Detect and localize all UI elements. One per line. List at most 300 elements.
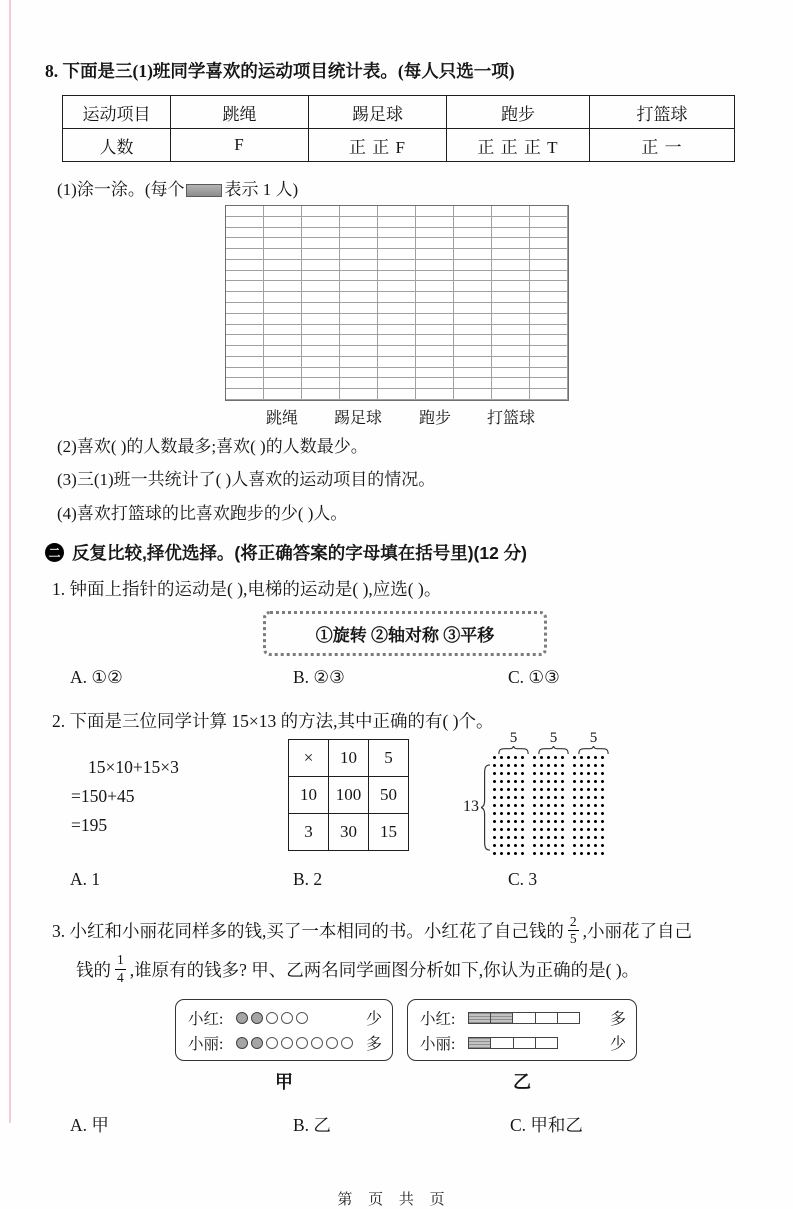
q8-sub4: (4)喜欢打篮球的比喜欢跑步的少( )人。: [57, 503, 348, 523]
dot-icon: [500, 844, 503, 847]
grid-cell[interactable]: [226, 228, 264, 239]
dot-icon: [587, 804, 590, 807]
tally-lanqiu: 正 一: [590, 129, 735, 162]
grid-cell[interactable]: [302, 228, 340, 239]
grid-cell[interactable]: [302, 303, 340, 314]
empty-circle-icon: [296, 1037, 308, 1049]
dot-icon: [580, 836, 583, 839]
dot-icon: [540, 756, 543, 759]
grid-cell[interactable]: [416, 325, 454, 336]
grid-cell[interactable]: [264, 389, 302, 400]
grid-cell[interactable]: [302, 314, 340, 325]
grid-cell[interactable]: [340, 378, 378, 389]
grid-cell[interactable]: [416, 238, 454, 249]
grid-cell[interactable]: [378, 389, 416, 400]
grid-cell[interactable]: [530, 325, 568, 336]
grid-cell[interactable]: [264, 335, 302, 346]
grid-cell[interactable]: [340, 292, 378, 303]
grid-cell[interactable]: [492, 249, 530, 260]
jia-circles-0: [236, 1012, 311, 1024]
dot-icon: [521, 820, 524, 823]
grid-cell[interactable]: [378, 271, 416, 282]
dot-icon: [587, 764, 590, 767]
q3-text-line1: [52, 914, 743, 947]
dot-icon: [540, 852, 543, 855]
dot-icon: [601, 796, 604, 799]
grid-cell[interactable]: [454, 357, 492, 368]
grid-cell[interactable]: [302, 378, 340, 389]
grid-cell[interactable]: [416, 368, 454, 379]
grid-cell[interactable]: [492, 260, 530, 271]
grid-cell[interactable]: [492, 368, 530, 379]
grid-cell[interactable]: [454, 271, 492, 282]
yi-bar-1: [468, 1037, 558, 1049]
dot-icon: [540, 788, 543, 791]
grid-cell[interactable]: [530, 378, 568, 389]
grid-cell[interactable]: [454, 389, 492, 400]
grid-cell[interactable]: [454, 260, 492, 271]
dot-icon: [594, 820, 597, 823]
q1-option-b[interactable]: B. ②③: [293, 667, 345, 688]
dot-icon: [601, 820, 604, 823]
grid-cell[interactable]: [264, 368, 302, 379]
q3-option-a[interactable]: A. 甲: [70, 1114, 109, 1135]
dot-icon: [587, 756, 590, 759]
empty-circle-icon: [281, 1037, 293, 1049]
dot-icon: [533, 812, 536, 815]
grid-cell[interactable]: [530, 249, 568, 260]
grid-cell[interactable]: [226, 325, 264, 336]
dot-icon: [493, 844, 496, 847]
grid-cell[interactable]: [416, 249, 454, 260]
dot-icon: [533, 780, 536, 783]
dot-icon: [521, 812, 524, 815]
grid-cell[interactable]: [226, 389, 264, 400]
grid-cell[interactable]: [530, 292, 568, 303]
dot-icon: [540, 780, 543, 783]
grid-cell[interactable]: [340, 249, 378, 260]
grid-cell[interactable]: [454, 368, 492, 379]
grid-cell[interactable]: [416, 346, 454, 357]
grid-cell[interactable]: [492, 389, 530, 400]
grid-cell[interactable]: [226, 238, 264, 249]
dot-icon: [500, 852, 503, 855]
dot-icon: [533, 804, 536, 807]
diagram-jia-box: [175, 999, 393, 1061]
grid-cell[interactable]: [226, 357, 264, 368]
group-label-2: 5: [549, 730, 558, 747]
dot-icon: [514, 844, 517, 847]
grid-cell[interactable]: [340, 346, 378, 357]
m2-cell: 50: [369, 777, 409, 814]
tally-tiaosheng: F: [171, 129, 309, 162]
grid-cell[interactable]: [416, 378, 454, 389]
grid-cell[interactable]: [378, 228, 416, 239]
dot-icon: [500, 764, 503, 767]
dot-icon: [573, 828, 576, 831]
shaded-bar-segment: [469, 1013, 491, 1023]
grid-cell[interactable]: [416, 217, 454, 228]
q8-title: 8. 下面是三(1)班同学喜欢的运动项目统计表。(每人只选一项): [45, 61, 515, 81]
bar-segment: [536, 1013, 558, 1023]
grid-cell[interactable]: [416, 271, 454, 282]
grid-cell[interactable]: [340, 260, 378, 271]
yi-name-1: 小丽:: [420, 1035, 456, 1053]
method1-line2: =150+45: [71, 786, 135, 807]
grid-cell[interactable]: [378, 206, 416, 217]
grid-cell[interactable]: [454, 292, 492, 303]
grid-cell[interactable]: [264, 303, 302, 314]
grid-cell[interactable]: [264, 238, 302, 249]
grid-cell[interactable]: [226, 217, 264, 228]
bar-segment: [514, 1038, 536, 1048]
dot-icon: [594, 780, 597, 783]
jia-tag-0: 少: [365, 1011, 382, 1029]
grid-cell[interactable]: [226, 303, 264, 314]
dot-icon: [514, 852, 517, 855]
pictograph-grid[interactable]: [225, 205, 569, 401]
grid-cell[interactable]: [264, 281, 302, 292]
grid-cell[interactable]: [416, 206, 454, 217]
stat-header-zuqiu: 踢足球: [309, 96, 447, 129]
grid-cell[interactable]: [340, 206, 378, 217]
grid-cell[interactable]: [226, 271, 264, 282]
dot-icon: [507, 788, 510, 791]
dot-icon: [573, 772, 576, 775]
grid-cell[interactable]: [416, 228, 454, 239]
grid-cell[interactable]: [302, 346, 340, 357]
page-edge-line: [9, 0, 11, 1123]
grid-cell[interactable]: [302, 335, 340, 346]
dot-icon: [561, 780, 564, 783]
grid-cell[interactable]: [492, 217, 530, 228]
jia-name-1: 小丽:: [188, 1035, 224, 1053]
grid-cell[interactable]: [378, 335, 416, 346]
dot-icon: [547, 852, 550, 855]
grid-cell[interactable]: [378, 217, 416, 228]
grid-cell[interactable]: [492, 325, 530, 336]
dot-icon: [594, 796, 597, 799]
grid-cell[interactable]: [302, 292, 340, 303]
grid-cell[interactable]: [378, 378, 416, 389]
grid-cell[interactable]: [530, 335, 568, 346]
dot-icon: [514, 836, 517, 839]
grid-cell[interactable]: [416, 335, 454, 346]
dot-icon: [554, 780, 557, 783]
q1-option-c[interactable]: C. ①③: [508, 667, 560, 688]
grid-cell[interactable]: [492, 281, 530, 292]
grid-cell[interactable]: [530, 281, 568, 292]
dot-icon: [533, 844, 536, 847]
grid-cell[interactable]: [378, 260, 416, 271]
grid-cell[interactable]: [492, 346, 530, 357]
dot-icon: [547, 780, 550, 783]
dot-icon: [533, 836, 536, 839]
dot-icon: [580, 772, 583, 775]
grid-cell[interactable]: [264, 206, 302, 217]
method1-line3: =195: [71, 815, 108, 836]
grid-cell[interactable]: [454, 325, 492, 336]
grid-cell[interactable]: [454, 228, 492, 239]
grid-cell[interactable]: [492, 292, 530, 303]
dot-icon: [587, 828, 590, 831]
dot-icon: [587, 812, 590, 815]
dot-icon: [507, 836, 510, 839]
dot-icon: [533, 788, 536, 791]
grid-cell[interactable]: [302, 281, 340, 292]
grid-cell[interactable]: [340, 228, 378, 239]
dot-icon: [554, 812, 557, 815]
grid-cell[interactable]: [530, 368, 568, 379]
grid-cell[interactable]: [226, 249, 264, 260]
grid-cell[interactable]: [416, 314, 454, 325]
dot-icon: [533, 852, 536, 855]
grid-cell[interactable]: [302, 368, 340, 379]
grid-cell[interactable]: [454, 303, 492, 314]
dot-icon: [533, 828, 536, 831]
grid-cell[interactable]: [454, 238, 492, 249]
dot-icon: [547, 804, 550, 807]
grid-cell[interactable]: [378, 249, 416, 260]
q3-option-b[interactable]: B. 乙: [293, 1114, 331, 1135]
empty-circle-icon: [341, 1037, 353, 1049]
dot-icon: [573, 844, 576, 847]
dot-icon: [507, 812, 510, 815]
grid-cell[interactable]: [416, 303, 454, 314]
grid-cell[interactable]: [416, 260, 454, 271]
grid-cell[interactable]: [226, 260, 264, 271]
dot-icon: [561, 820, 564, 823]
grid-cell[interactable]: [416, 389, 454, 400]
dot-icon: [540, 796, 543, 799]
dot-icon: [493, 756, 496, 759]
brace-top-icon: [578, 746, 609, 754]
grid-cell[interactable]: [416, 292, 454, 303]
grid-cell[interactable]: [340, 271, 378, 282]
grid-cell[interactable]: [378, 357, 416, 368]
grid-cell[interactable]: [492, 206, 530, 217]
dot-icon: [561, 772, 564, 775]
grid-cell[interactable]: [492, 335, 530, 346]
grid-cell[interactable]: [264, 292, 302, 303]
grid-cell[interactable]: [226, 281, 264, 292]
dot-icon: [554, 772, 557, 775]
grid-cell[interactable]: [378, 346, 416, 357]
dot-icon: [514, 772, 517, 775]
stat-table-tally-row: [63, 129, 735, 162]
dot-icon: [493, 772, 496, 775]
dot-icon: [521, 796, 524, 799]
q2-option-a[interactable]: A. 1: [70, 869, 101, 890]
grid-cell[interactable]: [264, 249, 302, 260]
grid-cell[interactable]: [226, 206, 264, 217]
dot-icon: [547, 812, 550, 815]
grid-cell[interactable]: [454, 378, 492, 389]
grid-cell[interactable]: [302, 389, 340, 400]
grid-cell[interactable]: [530, 346, 568, 357]
grid-cell[interactable]: [340, 335, 378, 346]
grid-cell[interactable]: [226, 292, 264, 303]
group-label-3: 5: [589, 730, 598, 747]
dot-icon: [601, 852, 604, 855]
yi-name-0: 小红:: [420, 1010, 456, 1028]
dot-icon: [580, 764, 583, 767]
grid-cell[interactable]: [302, 260, 340, 271]
bar-segment: [491, 1038, 513, 1048]
grid-cell[interactable]: [264, 378, 302, 389]
dot-icon: [601, 836, 604, 839]
dot-icon: [514, 764, 517, 767]
grid-cell[interactable]: [302, 357, 340, 368]
filled-circle-icon: [236, 1012, 248, 1024]
grid-cell[interactable]: [226, 346, 264, 357]
yi-bar-0: [468, 1012, 580, 1024]
dot-icon: [573, 836, 576, 839]
grid-cell[interactable]: [264, 271, 302, 282]
dot-icon: [493, 820, 496, 823]
page-footer: 第 页 共 页: [337, 1191, 451, 1208]
dot-icon: [587, 820, 590, 823]
grid-cell[interactable]: [340, 325, 378, 336]
grid-cell[interactable]: [454, 206, 492, 217]
grid-cell[interactable]: [264, 228, 302, 239]
grid-cell[interactable]: [416, 281, 454, 292]
grid-cell[interactable]: [492, 271, 530, 282]
dot-icon: [561, 844, 564, 847]
dot-icon: [547, 844, 550, 847]
dot-icon: [540, 820, 543, 823]
grid-cell[interactable]: [454, 346, 492, 357]
grid-cell[interactable]: [530, 357, 568, 368]
shaded-bar-segment: [469, 1038, 491, 1048]
dot-icon: [533, 764, 536, 767]
dot-icon: [500, 828, 503, 831]
axis-label-zuqiu: 踢足球: [333, 410, 383, 427]
grid-cell[interactable]: [492, 357, 530, 368]
grid-cell[interactable]: [530, 389, 568, 400]
grid-cell[interactable]: [340, 238, 378, 249]
grid-cell[interactable]: [302, 238, 340, 249]
grid-cell[interactable]: [302, 217, 340, 228]
dot-icon: [594, 764, 597, 767]
grid-cell[interactable]: [378, 314, 416, 325]
stat-header-tiaosheng: 跳绳: [171, 96, 309, 129]
grid-cell[interactable]: [454, 314, 492, 325]
grid-cell[interactable]: [492, 314, 530, 325]
dot-icon: [547, 756, 550, 759]
grid-cell[interactable]: [530, 303, 568, 314]
grid-cell[interactable]: [378, 281, 416, 292]
grid-cell[interactable]: [530, 314, 568, 325]
q2-option-c[interactable]: C. 3: [508, 869, 538, 890]
grid-cell[interactable]: [302, 325, 340, 336]
dot-icon: [601, 780, 604, 783]
dot-icon: [533, 796, 536, 799]
grid-cell[interactable]: [226, 368, 264, 379]
grid-cell[interactable]: [340, 303, 378, 314]
q2-option-b[interactable]: B. 2: [293, 869, 323, 890]
grid-cell[interactable]: [530, 228, 568, 239]
grid-cell[interactable]: [378, 238, 416, 249]
grid-cell[interactable]: [378, 292, 416, 303]
q1-option-a[interactable]: A. ①②: [70, 667, 123, 688]
dot-icon: [507, 780, 510, 783]
grid-cell[interactable]: [530, 206, 568, 217]
section2-badge-icon: [45, 543, 64, 562]
grid-cell[interactable]: [492, 303, 530, 314]
grid-cell[interactable]: [530, 271, 568, 282]
method3-group-braces: [498, 731, 618, 754]
grid-cell[interactable]: [226, 314, 264, 325]
grid-cell[interactable]: [340, 217, 378, 228]
m2-cell: 3: [289, 814, 329, 851]
dot-icon: [580, 796, 583, 799]
grid-cell[interactable]: [416, 357, 454, 368]
grid-cell[interactable]: [264, 357, 302, 368]
grid-cell[interactable]: [264, 260, 302, 271]
grid-cell[interactable]: [378, 325, 416, 336]
grid-cell[interactable]: [264, 314, 302, 325]
grid-cell[interactable]: [302, 271, 340, 282]
grid-cell[interactable]: [530, 238, 568, 249]
grid-cell[interactable]: [264, 217, 302, 228]
grid-cell[interactable]: [226, 335, 264, 346]
dot-icon: [540, 836, 543, 839]
empty-circle-icon: [281, 1012, 293, 1024]
filled-circle-icon: [251, 1012, 263, 1024]
grid-cell[interactable]: [340, 368, 378, 379]
grid-cell[interactable]: [530, 217, 568, 228]
grid-cell[interactable]: [378, 303, 416, 314]
grid-cell[interactable]: [340, 357, 378, 368]
dot-icon: [547, 772, 550, 775]
grid-cell[interactable]: [340, 314, 378, 325]
dot-icon: [514, 756, 517, 759]
grid-cell[interactable]: [264, 325, 302, 336]
dot-icon: [521, 772, 524, 775]
grid-cell[interactable]: [530, 260, 568, 271]
q3-option-c[interactable]: C. 甲和乙: [510, 1114, 583, 1135]
dot-icon: [540, 804, 543, 807]
grid-cell[interactable]: [454, 249, 492, 260]
grid-cell[interactable]: [264, 346, 302, 357]
grid-cell[interactable]: [340, 389, 378, 400]
grid-cell[interactable]: [302, 249, 340, 260]
q8-sub1: [57, 175, 743, 200]
q3-text-line2: [76, 952, 743, 985]
dot-icon: [540, 772, 543, 775]
dot-icon: [573, 796, 576, 799]
filled-circle-icon: [251, 1037, 263, 1049]
dot-icon: [500, 796, 503, 799]
m2-cell: 10: [289, 777, 329, 814]
q8-sub2: (2)喜欢( )的人数最多;喜欢( )的人数最少。: [57, 437, 368, 456]
grid-cell[interactable]: [454, 281, 492, 292]
dot-icon: [493, 788, 496, 791]
method3-dot-diagram: [463, 731, 618, 859]
empty-circle-icon: [296, 1012, 308, 1024]
grid-cell[interactable]: [302, 206, 340, 217]
grid-cell[interactable]: [454, 217, 492, 228]
grid-cell[interactable]: [492, 238, 530, 249]
dot-icon: [507, 804, 510, 807]
grid-cell[interactable]: [340, 281, 378, 292]
grid-cell[interactable]: [492, 378, 530, 389]
grid-cell[interactable]: [454, 335, 492, 346]
grid-cell[interactable]: [226, 378, 264, 389]
grid-cell[interactable]: [378, 368, 416, 379]
grid-cell[interactable]: [492, 228, 530, 239]
